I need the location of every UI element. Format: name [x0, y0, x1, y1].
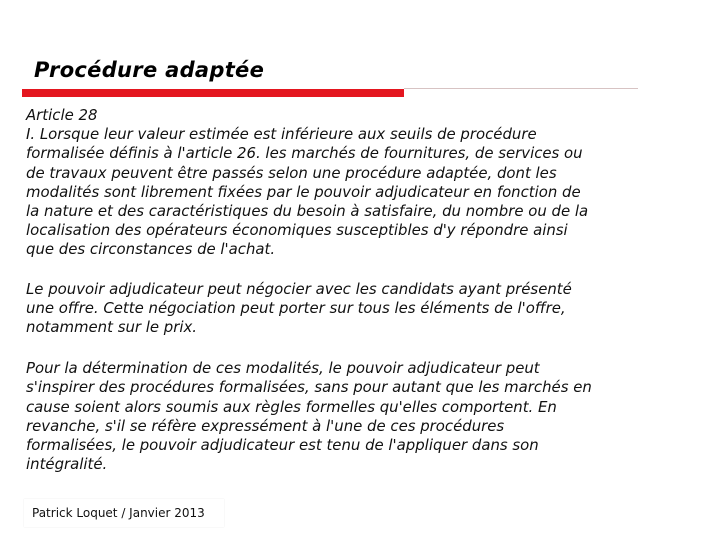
article-body [26, 106, 712, 474]
title-underline-thin [404, 88, 638, 89]
slide-title: Procédure adaptée [34, 58, 265, 82]
article-paragraph-3: Pour la détermination de ces modalités, le pouvoir adjudicateur peut s'inspirer des procédures formalisées, sans pour autant que les marchés en cause soient alors soumis aux règles formelles qu'elles comportent. En revanche, s'il se réfère expressément à l'une de ces procédures formalisées, le pouvoir adjudicateur est tenu de l'appliquer dans son intégralité. [26, 359, 592, 474]
article-paragraph-1: I. Lorsque leur valeur estimée est inférieure aux seuils de procédure formalisée définis à l'article 26. les marchés de fournitures, de services ou de travaux peuvent être passés selon une procédure adaptée, dont les modalités sont librement fixées par le pouvoir adjudicateur en fonction de la nature et des caractéristiques du besoin à satisfaire, du nombre ou de la localisation des opérateurs économiques susceptibles d'y répondre ainsi que des circonstances de l'achat. [26, 125, 589, 259]
footer-author-date: Patrick Loquet / Janvier 2013 [32, 506, 205, 520]
article-paragraph-2: Le pouvoir adjudicateur peut négocier avec les candidats ayant présenté une offre. Cette négociation peut porter sur tous les éléments de l'offre, notamment sur le prix. [26, 279, 572, 337]
article-heading: Article 28 [26, 106, 98, 124]
title-underline-red [22, 89, 404, 97]
